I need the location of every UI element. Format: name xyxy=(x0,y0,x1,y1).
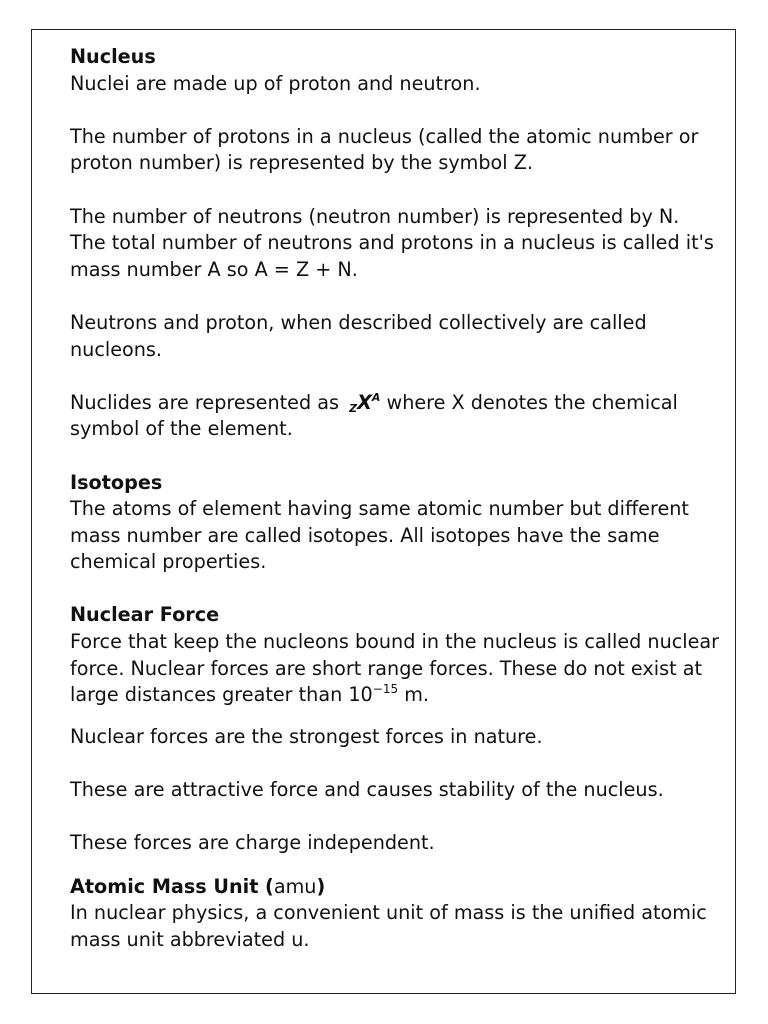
document-body xyxy=(70,44,720,954)
nuclear-force-text: Force that keep the nucleons bound in the nucleus is called nuclear force. Nuclear forces are short range forces. These do not exist at large distances greater than 10 xyxy=(70,630,720,707)
isotopes-paragraph: The atoms of element having same atomic number but different mass number are called isotopes. All isotopes have the same chemical properties. xyxy=(70,497,689,574)
nuclide-superscript: A xyxy=(371,390,381,404)
amu-paragraph: In nuclear physics, a convenient unit of mass is the unified atomic mass unit abbreviated u. xyxy=(70,901,707,951)
nuclear-force-exponent: −15 xyxy=(372,682,399,697)
neutron-mass-paragraph: The number of neutrons (neutron number) is represented by N. The total number of neutrons and protons in a nucleus is called it's mass number A so A = Z + N. xyxy=(70,204,714,281)
nuclear-force-unit: m. xyxy=(404,683,429,707)
heading-nuclear-force: Nuclear Force xyxy=(70,603,220,627)
amu-heading-close: ) xyxy=(316,874,326,898)
amu-heading-bold: Atomic Mass Unit ( xyxy=(70,874,274,898)
strongest-forces-paragraph: Nuclear forces are the strongest forces in nature. xyxy=(70,724,543,748)
heading-nucleus: Nucleus xyxy=(70,45,156,68)
attractive-force-paragraph: These are attractive force and causes stability of the nucleus. xyxy=(70,778,664,802)
nuclide-symbol: X xyxy=(357,390,372,414)
heading-amu xyxy=(70,874,720,901)
nucleons-paragraph: Neutrons and proton, when described collectively are called nucleons. xyxy=(70,310,647,361)
amu-heading-abbrev: amu xyxy=(273,874,317,898)
charge-independent-paragraph: These forces are charge independent. xyxy=(70,831,435,855)
nuclear-force-paragraph xyxy=(70,629,720,709)
nuclides-paragraph xyxy=(70,390,720,443)
heading-isotopes: Isotopes xyxy=(70,470,163,494)
nucleus-intro: Nuclei are made up of proton and neutron. xyxy=(70,71,481,95)
nuclides-text-before: Nuclides are represented as xyxy=(70,390,339,414)
nuclide-subscript: Z xyxy=(349,401,358,415)
nuclides-text-after: where X denotes the chemical symbol of the element. xyxy=(70,390,678,441)
atomic-number-paragraph: The number of protons in a nucleus (called the atomic number or proton number) is represented by the symbol Z. xyxy=(70,124,699,175)
